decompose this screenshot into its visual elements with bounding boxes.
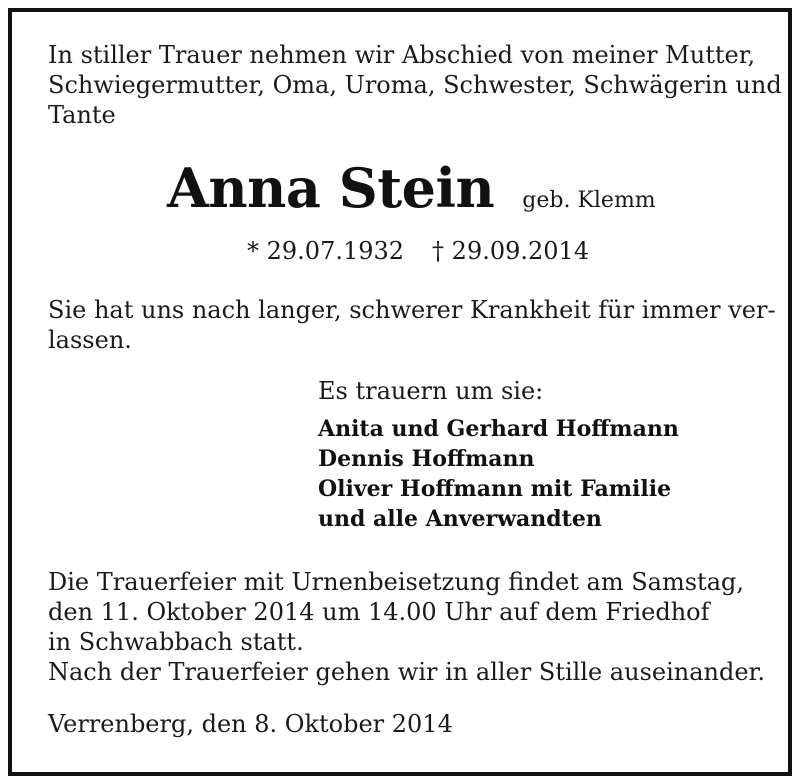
intro-line: Schwiegermutter, Oma, Uroma, Schwester, Schwägerin und	[48, 71, 782, 99]
ceremony-text	[48, 567, 765, 687]
ceremony-line: den 11. Oktober 2014 um 14.00 Uhr auf dem Friedhof	[48, 598, 710, 626]
intro-line: Tante	[48, 101, 116, 129]
intro-line: In stiller Trauer nehmen wir Abschied von meiner Mutter,	[48, 41, 756, 69]
deceased-name: Anna Stein	[167, 156, 495, 220]
ceremony-line: Die Trauerfeier mit Urnenbeisetzung findet am Samstag,	[48, 568, 744, 596]
name-row	[167, 156, 656, 220]
birth-date: * 29.07.1932	[247, 237, 405, 265]
ceremony-line: in Schwabbach statt.	[48, 628, 304, 656]
message-line: lassen.	[48, 326, 132, 354]
ceremony-line: Nach der Trauerfeier gehen wir in aller Stille auseinander.	[48, 658, 766, 686]
mourner-name: Dennis Hoffmann	[318, 446, 535, 472]
life-dates	[247, 236, 589, 266]
death-date: † 29.09.2014	[432, 237, 590, 265]
place-date: Verrenberg, den 8. Oktober 2014	[48, 710, 453, 738]
obituary-notice	[8, 8, 792, 776]
message-text	[48, 295, 776, 355]
mourners-list	[318, 414, 679, 534]
message-line: Sie hat uns nach langer, schwerer Krankheit für immer ver-	[48, 296, 776, 324]
mourner-name: und alle Anverwandten	[318, 506, 602, 532]
maiden-name: geb. Klemm	[522, 188, 656, 213]
mourners-intro: Es trauern um sie:	[318, 377, 544, 405]
intro-text	[48, 40, 782, 130]
mourner-name: Anita und Gerhard Hoffmann	[318, 416, 679, 442]
mourner-name: Oliver Hoffmann mit Familie	[318, 476, 672, 502]
